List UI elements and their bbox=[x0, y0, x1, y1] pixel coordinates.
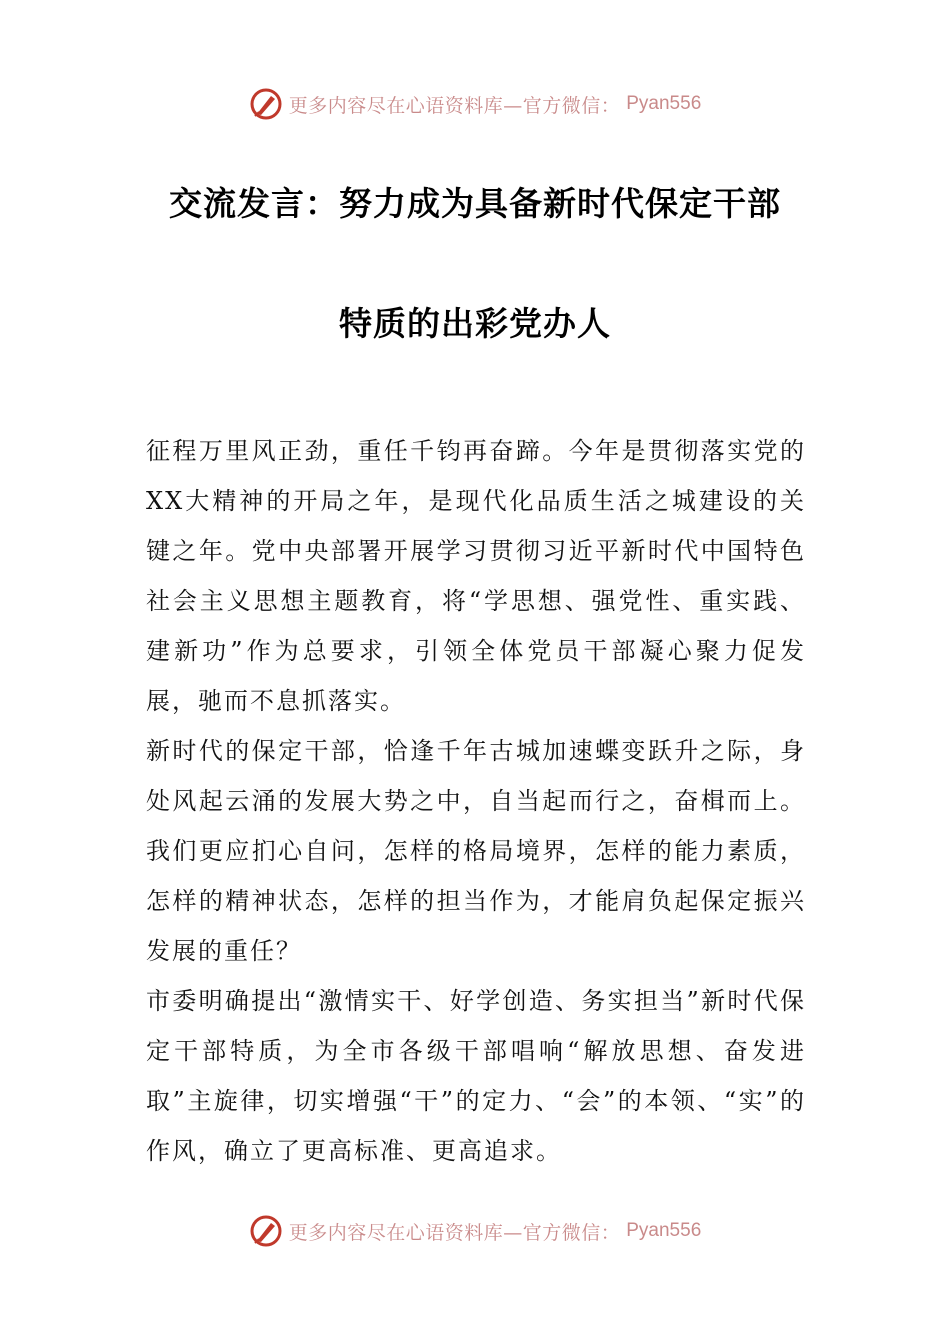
paragraph-3: 市委明确提出“激情实干、好学创造、务实担当”新时代保定干部特质，为全市各级干部唱响“解放思想、奋发进取”主旋律，切实增强“干”的定力、“会”的本领、“实”的作风，确立了更高标准、更高追求。 bbox=[146, 987, 806, 1165]
quill-pen-logo-icon bbox=[249, 1214, 283, 1248]
document-title-line-1: 交流发言：努力成为具备新时代保定干部 bbox=[169, 184, 781, 223]
paragraph-1: 征程万里风正劲，重任千钧再奋蹄。今年是贯彻落实党的XX大精神的开局之年，是现代化品质生活之城建设的关键之年。党中央部署开展学习贯彻习近平新时代中国特色社会主义思想主题教育，将“学思想、强党性、重实践、建新功”作为总要求，引领全体党员干部凝心聚力促发展，驰而不息抓落实。 bbox=[146, 437, 806, 715]
banner-wechat-id: Pyan556 bbox=[626, 93, 702, 114]
document-title-line-2: 特质的出彩党办人 bbox=[339, 304, 611, 343]
quill-pen-logo-icon bbox=[249, 87, 283, 121]
banner-wechat-id: Pyan556 bbox=[626, 1220, 702, 1241]
header-banner bbox=[0, 84, 950, 124]
document-body bbox=[146, 426, 806, 1176]
banner-text: 更多内容尽在心语资料库—官方微信： bbox=[288, 94, 621, 117]
footer-banner bbox=[0, 1211, 950, 1251]
paragraph-2: 新时代的保定干部，恰逢千年古城加速蝶变跃升之际，身处风起云涌的发展大势之中，自当起而行之，奋楫而上。我们更应扪心自问，怎样的格局境界，怎样的能力素质，怎样的精神状态，怎样的担当作为，才能肩负起保定振兴发展的重任？ bbox=[146, 737, 806, 965]
banner-text: 更多内容尽在心语资料库—官方微信： bbox=[288, 1221, 621, 1244]
